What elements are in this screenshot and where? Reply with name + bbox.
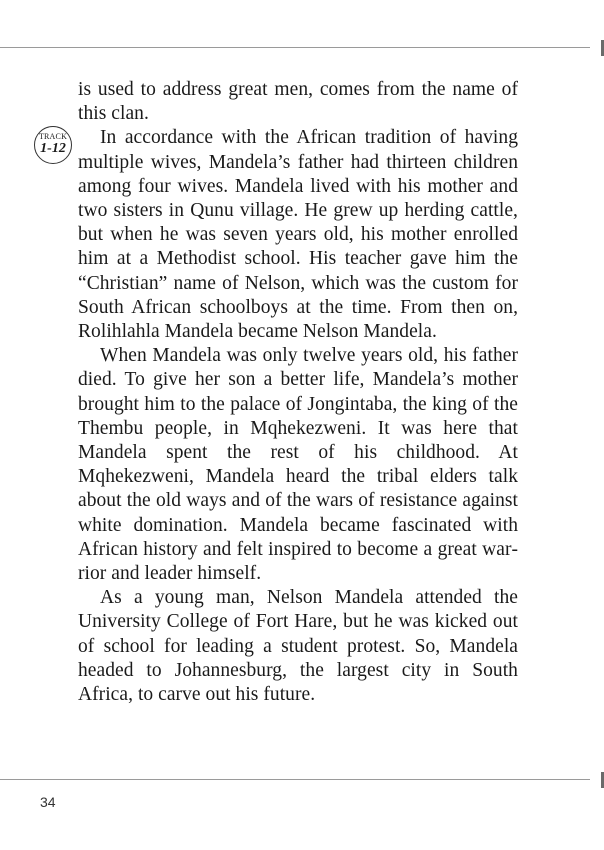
- paragraph: In accordance with the African tradition of having multiple wives, Mandela’s father had thirteen children among four wives. Mandela lived with his mother and two sisters in Qunu village. He grew up herding cattle, but when he was seven years old, his mother enrolled him at a Methodist school. His teacher gave him the “Christian” name of Nelson, which was the custom for South African schoolboys at the time. From then on, Rolihlahla Mandela became Nelson Mandela.: [78, 127, 518, 343]
- paragraph: As a young man, Nelson Mandela attended the University College of Fort Hare, but he was kicked out of school for leading a student protest. So, Mandela headed to Johannesburg, the largest city in South Africa, to carve out his future.: [78, 587, 518, 706]
- page-number: 34: [40, 794, 56, 810]
- paragraph-continued: is used to address great men, comes from the name of this clan.: [78, 79, 518, 125]
- track-number: 1-12: [40, 141, 66, 156]
- audio-track-badge: [34, 126, 72, 164]
- header-rule: [0, 47, 590, 48]
- footer-rule: [0, 779, 590, 780]
- body-text: [78, 78, 518, 707]
- track-label: TRACK: [38, 132, 68, 141]
- paragraph: When Mandela was only twelve years old, his father died. To give her son a better life, Mandela’s mother brought him to the palace of Jongintaba, the king of the Thembu people, in Mqhekezweni. It was here that Mandela spent the rest of his childhood. At Mqhekezweni, Mandela heard the tribal elders talk about the old ways and of the wars of resistance against white domination. Mandela became fascinated with African history and felt inspired to become a great warrior and leader himself.: [78, 345, 518, 585]
